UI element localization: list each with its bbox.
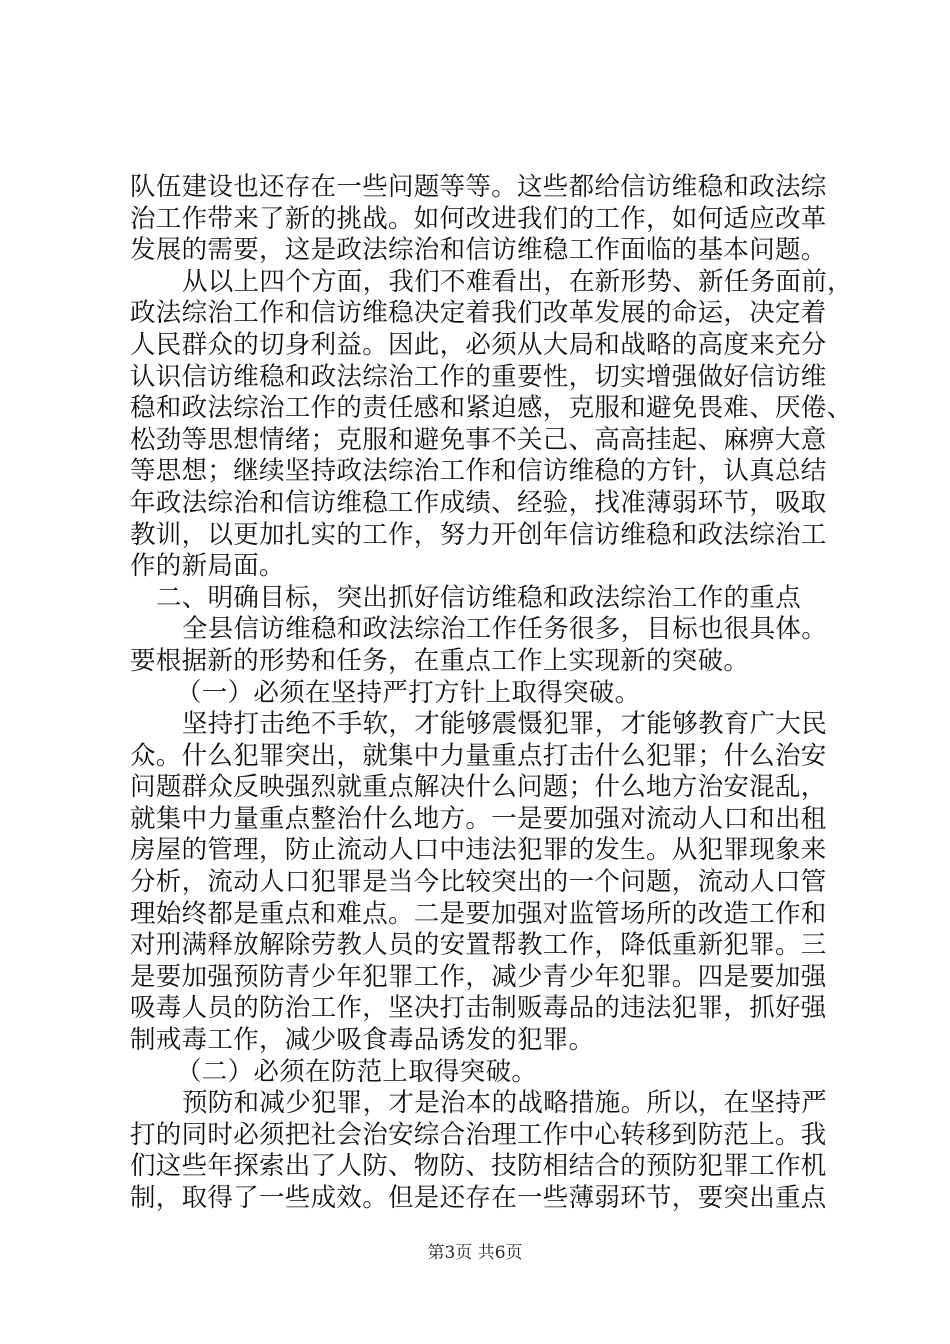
- text-line: 制戒毒工作，减少吸食毒品诱发的犯罪。: [130, 1025, 595, 1056]
- text-line: 要根据新的形势和任务，在重点工作上实现新的突破。: [130, 645, 750, 676]
- text-line: 认识信访维稳和政法综治工作的重要性，切实增强做好信访维: [130, 361, 827, 392]
- text-line: 治工作带来了新的挑战。如何改进我们的工作，如何适应改革: [130, 203, 827, 234]
- paragraph-start-line: 预防和减少犯罪，才是治本的战略措施。所以，在坚持严: [182, 1088, 828, 1119]
- text-line: 是要加强预防青少年犯罪工作，减少青少年犯罪。四是要加强: [130, 961, 827, 992]
- text-line: 问题群众反映强烈就重点解决什么问题；什么地方治安混乱，: [130, 772, 827, 803]
- text-line: 就集中力量重点整治什么地方。一是要加强对流动人口和出租: [130, 803, 827, 834]
- text-line: 松劲等思想情绪；克服和避免事不关己、高高挂起、麻痹大意: [130, 424, 827, 455]
- text-line: 众。什么犯罪突出，就集中力量重点打击什么犯罪；什么治安: [130, 740, 827, 771]
- text-line: 政法综治工作和信访维稳决定着我们改革发展的命运，决定着: [130, 298, 827, 329]
- subsection-heading: （一）必须在坚持严打方针上取得突破。: [176, 677, 641, 708]
- text-line: 吸毒人员的防治工作，坚决打击制贩毒品的违法犯罪，抓好强: [130, 993, 827, 1024]
- subsection-heading: （二）必须在防范上取得突破。: [176, 1056, 538, 1087]
- page-number-footer: 第3页 共6页: [427, 1243, 523, 1263]
- text-line: 对刑满释放解除劳教人员的安置帮教工作，降低重新犯罪。三: [130, 930, 827, 961]
- text-line: 作的新局面。: [130, 551, 285, 582]
- text-line: 理始终都是重点和难点。二是要加强对监管场所的改造工作和: [130, 898, 827, 929]
- text-line: 年政法综治和信访维稳工作成绩、经验，找准薄弱环节，吸取: [130, 487, 827, 518]
- paragraph-start-line: 全县信访维稳和政法综治工作任务很多，目标也很具体。: [182, 614, 828, 645]
- section-heading: 二、明确目标，突出抓好信访维稳和政法综治工作的重点: [156, 582, 802, 613]
- text-line: 们这些年探索出了人防、物防、技防相结合的预防犯罪工作机: [130, 1151, 827, 1182]
- paragraph-start-line: 从以上四个方面，我们不难看出，在新形势、新任务面前，: [182, 266, 853, 297]
- paragraph-start-line: 坚持打击绝不手软，才能够震慑犯罪，才能够教育广大民: [182, 709, 828, 740]
- text-line: 房屋的管理，防止流动人口中违法犯罪的发生。从犯罪现象来: [130, 835, 827, 866]
- text-line: 人民群众的切身利益。因此，必须从大局和战略的高度来充分: [130, 329, 827, 360]
- text-line: 分析，流动人口犯罪是当今比较突出的一个问题，流动人口管: [130, 867, 827, 898]
- text-line: 稳和政法综治工作的责任感和紧迫感，克服和避免畏难、厌倦、: [130, 393, 853, 424]
- text-line: 发展的需要，这是政法综治和信访维稳工作面临的基本问题。: [130, 235, 827, 266]
- text-line: 等思想；继续坚持政法综治工作和信访维稳的方针，认真总结: [130, 456, 827, 487]
- text-line: 教训，以更加扎实的工作，努力开创年信访维稳和政法综治工: [130, 519, 827, 550]
- text-line: 制，取得了一些成效。但是还存在一些薄弱环节，要突出重点: [130, 1183, 827, 1213]
- text-line: 打的同时必须把社会治安综合治理工作中心转移到防范上。我: [130, 1119, 827, 1150]
- document-body: [130, 172, 853, 1215]
- text-line: 队伍建设也还存在一些问题等等。这些都给信访维稳和政法综: [130, 172, 827, 202]
